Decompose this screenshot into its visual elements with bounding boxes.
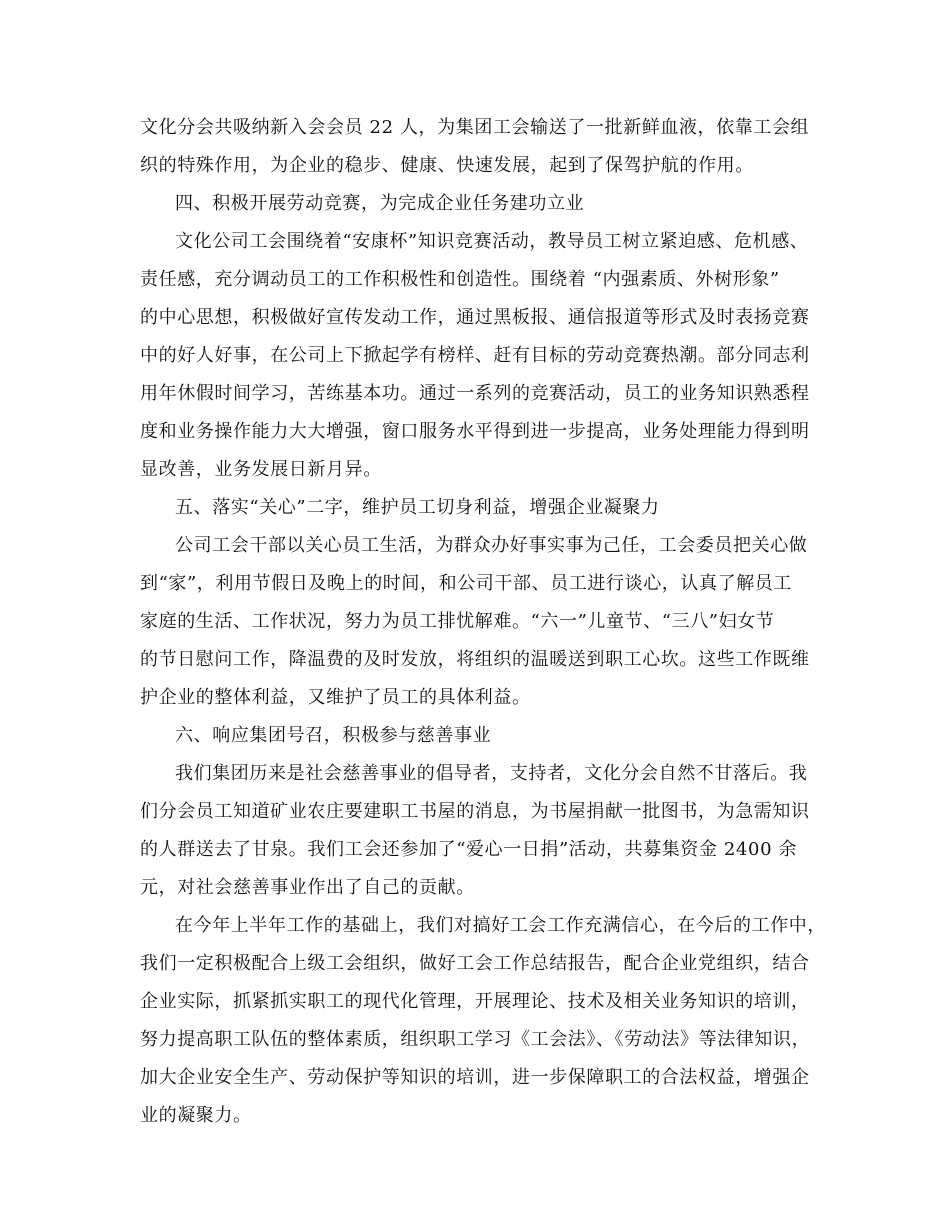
text-line: 织的特殊作用，为企业的稳步、健康、快速发展，起到了保驾护航的作用。 (140, 155, 754, 176)
text-line: 加大企业安全生产、劳动保护等知识的培训，进一步保障职工的合法权益，增强企 (140, 1067, 810, 1088)
text-line: 护企业的整体利益，又维护了员工的具体利益。 (140, 687, 531, 708)
text-line: 我们集团历来是社会慈善事业的倡导者，支持者，文化分会自然不甘落后。我 (175, 763, 808, 784)
text-line: 到“家”，利用节假日及晚上的时间，和公司干部、员工进行谈心，认真了解员工 (140, 573, 793, 594)
text-line: 元，对社会慈善事业作出了自己的贡献。 (140, 877, 475, 898)
text-line: 们分会员工知道矿业农庄要建职工书屋的消息，为书屋捐献一批图书，为急需知识 (140, 801, 810, 822)
text-line: 业的凝聚力。 (140, 1105, 252, 1126)
text-line: 公司工会干部以关心员工生活，为群众办好事实事为己任，工会委员把关心做 (175, 535, 808, 556)
text-line: 的节日慰问工作，降温费的及时发放，将组织的温暖送到职工心坎。这些工作既维 (140, 649, 810, 670)
section-heading: 五、落实“关心”二字，维护员工切身利益，增强企业凝聚力 (175, 497, 660, 518)
text-line: 文化分会共吸纳新入会会员 22 人，为集团工会输送了一批新鲜血液，依靠工会组 (140, 117, 810, 138)
text-line: 中的好人好事，在公司上下掀起学有榜样、赶有目标的劳动竞赛热潮。部分同志利 (140, 345, 810, 366)
text-line: 努力提高职工队伍的整体素质，组织职工学习《工会法》、《劳动法》等法律知识， (140, 1029, 811, 1050)
text-line: 企业实际，抓紧抓实职工的现代化管理，开展理论、技术及相关业务知识的培训， (140, 991, 810, 1012)
text-line: 的中心思想，积极做好宣传发动工作，通过黑板报、通信报道等形式及时表扬竞赛 (140, 307, 810, 328)
text-line: 度和业务操作能力大大增强，窗口服务水平得到进一步提高，业务处理能力得到明 (140, 421, 810, 442)
text-line: 的人群送去了甘泉。我们工会还参加了“爱心一日捐”活动，共募集资金 2400 余 (140, 839, 798, 860)
text-line: 显改善，业务发展日新月异。 (140, 459, 382, 480)
text-line: 文化公司工会围绕着“安康杯”知识竞赛活动，教导员工树立紧迫感、危机感、 (175, 231, 809, 252)
section-heading: 四、积极开展劳动竞赛，为完成企业任务建功立业 (175, 193, 585, 214)
text-line: 用年休假时间学习，苦练基本功。通过一系列的竞赛活动，员工的业务知识熟悉程 (140, 383, 810, 404)
text-line: 责任感，充分调动员工的工作积极性和创造性。围绕着 “内强素质、外树形象” (140, 269, 780, 290)
section-heading: 六、响应集团号召，积极参与慈善事业 (175, 725, 492, 746)
text-line: 在今年上半年工作的基础上，我们对搞好工会工作充满信心，在今后的工作中， (175, 915, 826, 936)
text-line: 我们一定积极配合上级工会组织，做好工会工作总结报告，配合企业党组织，结合 (140, 953, 810, 974)
text-line: 家庭的生活、工作状况，努力为员工排忧解难。“六一”儿童节、“三八”妇女节 (140, 611, 775, 632)
